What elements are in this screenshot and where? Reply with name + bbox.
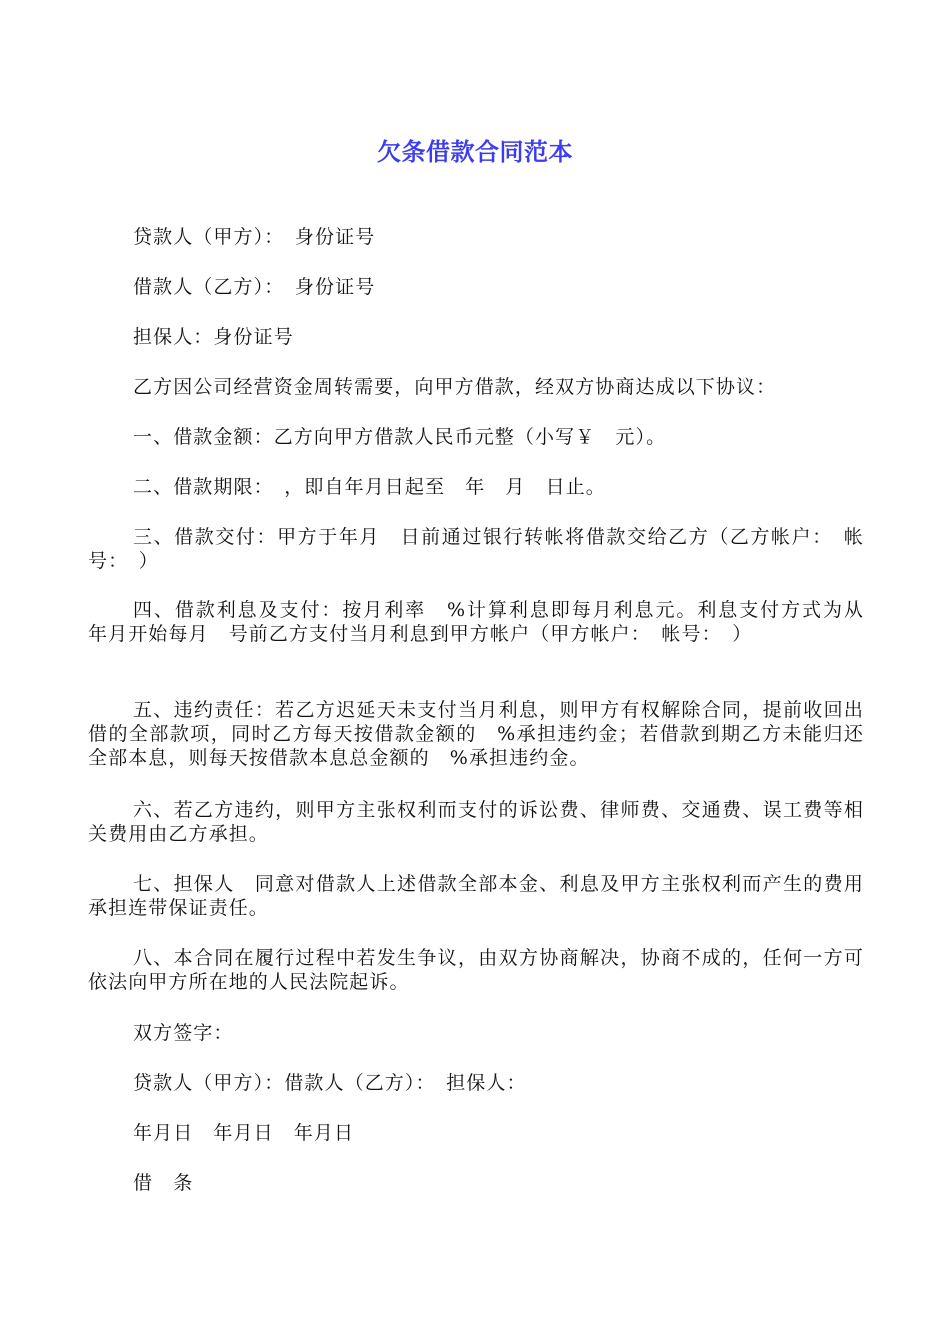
signature-header: 双方签字： xyxy=(133,1022,234,1044)
intro-paragraph: 乙方因公司经营资金周转需要，向甲方借款，经双方协商达成以下协议： xyxy=(133,376,777,398)
clause-2: 二、借款期限： ，即自年月日起至 年 月 日止。 xyxy=(133,476,606,498)
clause-8: 八、本合同在履行过程中若发生争议，由双方协商解决，协商不成的，任何一方可依法向甲方所在地的人民法院起诉。 xyxy=(88,947,864,993)
clause-4: 四、借款利息及支付：按月利率 %计算利息即每月利息元。利息支付方式为从 年月开始每月 号前乙方支付当月利息到甲方帐户（甲方帐户： 帐号： ） xyxy=(88,599,885,645)
guarantor-line: 担保人：身份证号 xyxy=(133,326,294,348)
borrower-line: 借款人（乙方）： 身份证号 xyxy=(133,276,376,298)
signature-parties: 贷款人（甲方）：借款人（乙方）： 担保人： xyxy=(133,1072,527,1094)
clause-6: 六、若乙方违约，则甲方主张权利而支付的诉讼费、律师费、交通费、误工费等相关费用由乙方承担。 xyxy=(88,799,864,845)
iou-heading: 借 条 xyxy=(133,1172,194,1194)
clause-1: 一、借款金额：乙方向甲方借款人民币元整（小写￥ 元）。 xyxy=(133,426,667,448)
signature-dates: 年月日 年月日 年月日 xyxy=(133,1122,355,1144)
clause-7: 七、担保人 同意对借款人上述借款全部本金、利息及甲方主张权利而产生的费用承担连带保证责任。 xyxy=(88,873,864,919)
lender-line: 贷款人（甲方）： 身份证号 xyxy=(133,226,376,248)
clause-5: 五、违约责任：若乙方迟延天未支付当月利息，则甲方有权解除合同，提前收回出借的全部款项，同时乙方每天按借款金额的 %承担违约金；若借款到期乙方未能归还全部本息，则每天按借款本息总金额的 %承担违约金。 xyxy=(88,699,864,769)
clause-3: 三、借款交付：甲方于年月 日前通过银行转帐将借款交给乙方（乙方帐户： 帐号： ） xyxy=(88,526,864,572)
document-title: 欠条借款合同范本 xyxy=(377,138,573,166)
